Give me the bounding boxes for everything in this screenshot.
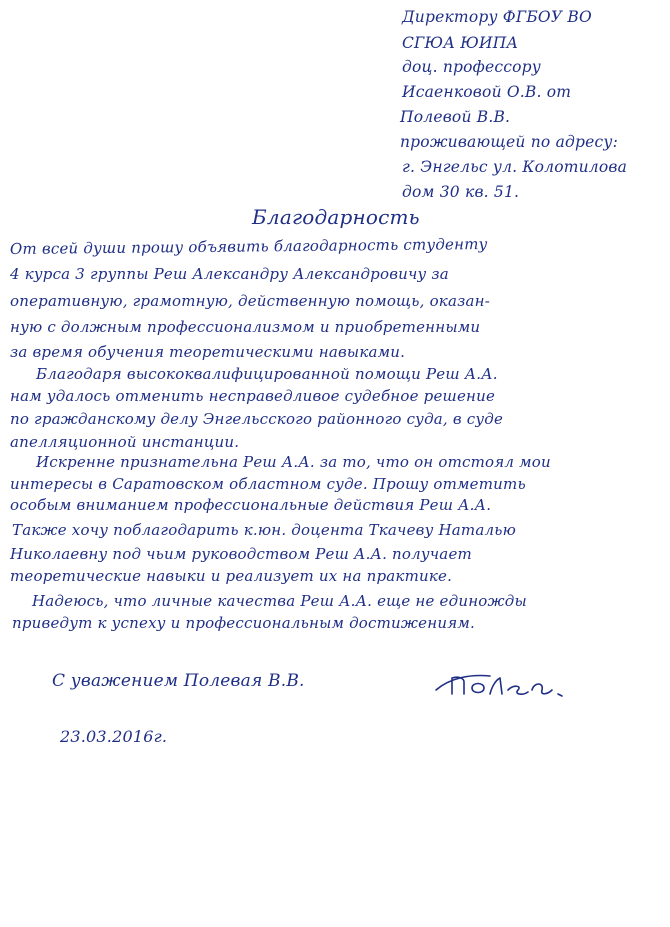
body-line: Николаевну под чьим руководством Реш А.А. получает	[10, 545, 472, 563]
body-line: приведут к успеху и профессиональным достижениям.	[12, 614, 475, 632]
body-line: От всей души прошу объявить благодарность студенту	[9, 235, 488, 258]
handwritten-signature	[430, 660, 590, 710]
addressee-line: СГЮА ЮИПА	[402, 34, 519, 52]
body-line: интересы в Саратовском областном суде. Прошу отметить	[10, 475, 526, 493]
addressee-line: дом 30 кв. 51.	[402, 183, 520, 201]
body-line: нам удалось отменить несправедливое судебное решение	[10, 387, 496, 405]
body-line: ную с должным профессионализмом и приобретенными	[10, 318, 481, 336]
body-line: Благодаря высококвалифицированной помощи Реш А.А.	[36, 365, 498, 383]
body-line: Искренне признательна Реш А.А. за то, что он отстоял мои	[36, 453, 551, 471]
body-line: оперативную, грамотную, действенную помощь, оказан-	[10, 292, 490, 310]
addressee-line: проживающей по адресу:	[400, 133, 619, 151]
addressee-line: Полевой В.В.	[400, 108, 511, 126]
body-line: 4 курса 3 группы Реш Александру Александровичу за	[10, 265, 449, 283]
body-line: по гражданскому делу Энгельсского районного суда, в суде	[10, 410, 504, 428]
body-line: теоретические навыки и реализует их на практике.	[10, 567, 453, 585]
addressee-line: доц. профессору	[402, 58, 541, 76]
letter-date: 23.03.2016г.	[60, 727, 168, 746]
closing-line: С уважением Полевая В.В.	[52, 671, 305, 691]
addressee-line: Директору ФГБОУ ВО	[402, 8, 592, 26]
addressee-line: Исаенковой О.В. от	[402, 83, 572, 101]
body-line: Также хочу поблагодарить к.юн. доцента Ткачеву Наталью	[12, 521, 516, 539]
addressee-line: г. Энгельс ул. Колотилова	[402, 158, 628, 176]
letter-title: Благодарность	[252, 205, 420, 229]
body-line: за время обучения теоретическими навыками.	[10, 343, 406, 361]
body-line: особым вниманием профессиональные действия Реш А.А.	[10, 496, 492, 514]
body-line: Надеюсь, что личные качества Реш А.А. еще не единожды	[32, 592, 527, 610]
body-line: апелляционной инстанции.	[10, 433, 240, 451]
